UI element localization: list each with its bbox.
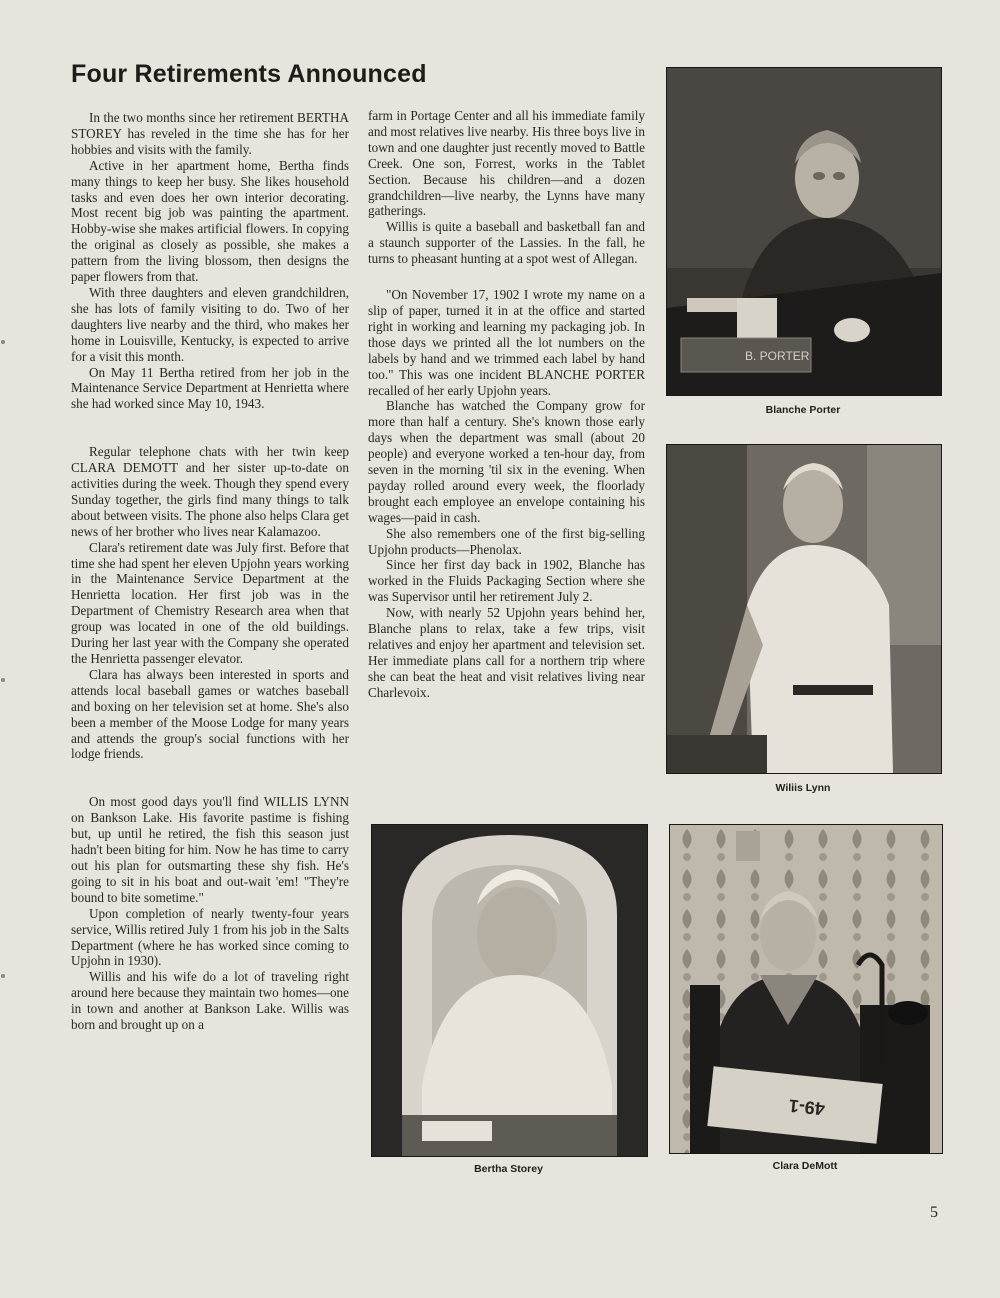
paragraph: "On November 17, 1902 I wrote my name on a slip of paper, turned it in at the office and started right in working and learning my packaging job. In those days we printed all the lot numbers on the labels by hand and we trimmed each label by hand too." This was one incident BLANCHE PORTER recalled of her early Upjohn years. xyxy=(368,287,645,398)
caption-blanche-porter: Blanche Porter xyxy=(765,404,841,416)
page-number: 5 xyxy=(930,1204,938,1221)
paragraph: Now, with nearly 52 Upjohn years behind her, Blanche plans to relax, take a few trips, visit relatives and enjoy her apartment and television set. Her immediate plans call for a northern trip where she can beat the heat and visit relatives living near Charlevoix. xyxy=(368,605,645,700)
binding-mark xyxy=(1,974,5,978)
paragraph: farm in Portage Center and all his immediate family and most relatives live nearby. His three boys live in town and one daughter just recently moved to Battle Creek. One son, Forrest, works in the Tablet Section. Because his children—and a dozen grandchildren—live nearby, the Lynns have many gatherings. xyxy=(368,108,645,219)
paragraph: Upon completion of nearly twenty-four years service, Willis retired July 1 from his job in the Salts Department (where he has worked since coming to Upjohn in 1930). xyxy=(71,905,349,969)
paragraph: Willis and his wife do a lot of traveling right around here because they maintain two homes—one in town and another at Bankson Lake. Willis was born and brought up on a xyxy=(71,969,349,1033)
paragraph: Regular telephone chats with her twin keep CLARA DEMOTT and her sister up-to-date on activities during the week. Though they spend every Sunday together, the girls find many things to talk about between visits. The phone also helps Clara get news of her brother who lives near Kalamazoo. xyxy=(71,444,349,539)
binding-mark xyxy=(1,678,5,682)
binding-mark xyxy=(1,340,5,344)
caption-clara-demott: Clara DeMott xyxy=(772,1160,838,1172)
text-column-1 xyxy=(71,110,349,1033)
article-title: Four Retirements Announced xyxy=(71,60,427,88)
photo-blanche-porter xyxy=(666,67,942,396)
newspaper-headline: 49-1 xyxy=(787,1095,826,1120)
paragraph: Willis is quite a baseball and basketball fan and a staunch supporter of the Lassies. In the fall, he turns to pheasant hunting at a spot west of Allegan. xyxy=(368,219,645,267)
photo-clara-demott xyxy=(669,824,943,1154)
paragraph: In the two months since her retirement BERTHA STOREY has reveled in the time she has for her hobbies and visits with the family. xyxy=(71,110,349,157)
paragraph: Since her first day back in 1902, Blanche has worked in the Fluids Packaging Section where she was Supervisor until her retirement July 2. xyxy=(368,557,645,605)
paragraph: Active in her apartment home, Bertha finds many things to keep her busy. She likes household tasks and even does her own interior decorating. Most recent big job was painting the apartment. Hobby-wise she makes artificial flowers. In copying the original as closely as possible, she makes a pattern from the living blossom, then designs the paper flowers from that. xyxy=(71,157,349,285)
paragraph: Clara has always been interested in sports and attends local baseball games or watches baseball and boxing on her television set at home. She's also been a member of the Moose Lodge for many years and attends the group's social functions with her lodge friends. xyxy=(71,666,349,762)
text-column-2 xyxy=(368,108,645,701)
photo-bertha-storey xyxy=(371,824,648,1157)
paragraph: She also remembers one of the first big-selling Upjohn products—Phenolax. xyxy=(368,525,645,557)
paragraph: On May 11 Bertha retired from her job in the Maintenance Service Department at Henrietta where she had worked since May 10, 1943. xyxy=(71,364,349,412)
paragraph: Blanche has watched the Company grow for more than half a century. She's known those early days when the department was small (about 20 people) and everyone worked a ten-hour day, from seven in the morning 'til six in the evening. When payday rolled around every week, the floorlady brought each employee an envelope containing his wages—paid in cash. xyxy=(368,398,645,525)
caption-willis-lynn: Wiliis Lynn xyxy=(775,782,831,794)
paragraph: On most good days you'll find WILLIS LYNN on Bankson Lake. His favorite pastime is fishing but, up until he retired, the fish this season just hadn't been biting for him. Now he has time to carry out his plan for outsmarting these shy fish. He's going to sit in his boat and out-wait 'em! "They're bound to bite sometime." xyxy=(71,794,349,905)
caption-bertha-storey: Bertha Storey xyxy=(474,1163,543,1175)
paragraph: With three daughters and eleven grandchildren, she has lots of family visiting to do. Two of her daughters live nearby and the third, who makes her home in Louisville, Kentucky, is expected to arrive for a visit this month. xyxy=(71,284,349,364)
paragraph: Clara's retirement date was July first. Before that time she had spent her eleven Upjohn years working in the Maintenance Service Department at the Henrietta location. Her first job was in the Department of Chemistry Research area when that group was located in one of the old buildings. During her last year with the Company she operated the Henrietta passenger elevator. xyxy=(71,539,349,666)
photo-willis-lynn xyxy=(666,444,942,774)
nameplate-text: B. PORTER xyxy=(745,349,810,363)
